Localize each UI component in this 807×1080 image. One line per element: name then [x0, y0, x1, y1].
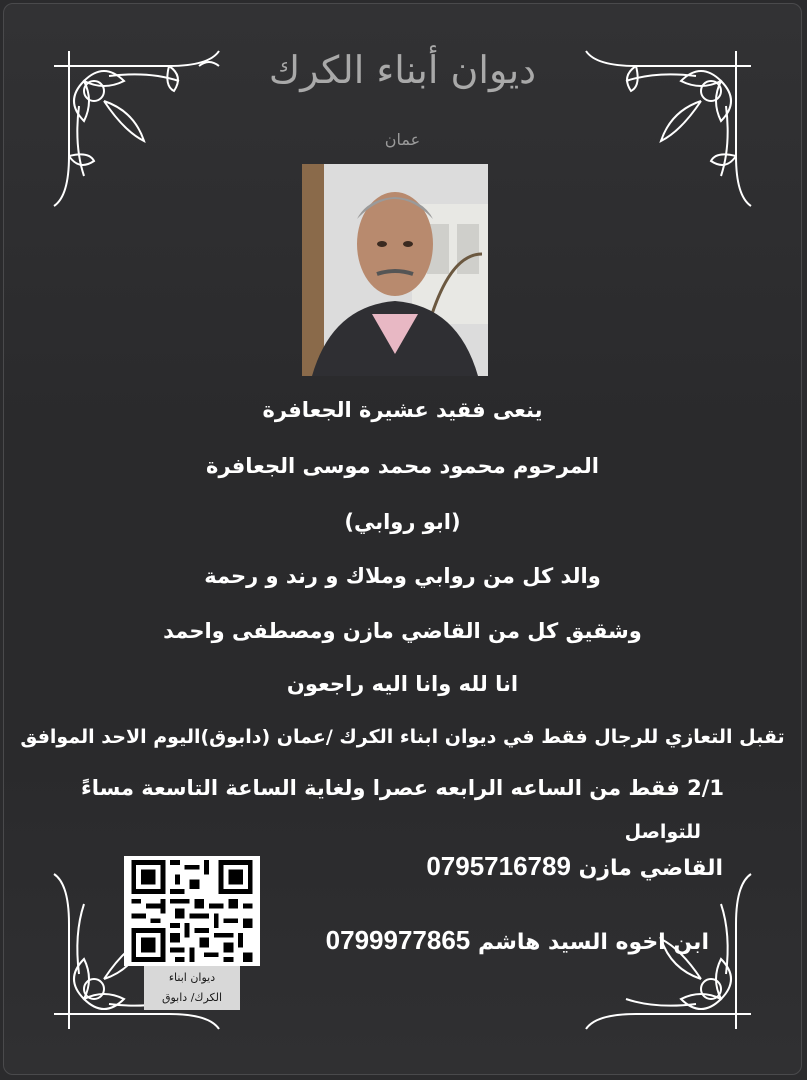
deceased-name: المرحوم محمود محمد موسى الجعافرة [206, 454, 599, 478]
contact-person-2-label: ابن اخوه السيد هاشم [477, 930, 709, 955]
qr-caption-line-2: الكرك/ دابوق [161, 991, 223, 1004]
contact-person-1 [426, 851, 723, 882]
contact-person-2 [326, 925, 709, 956]
diwan-logo: ديوان أبناء الكرك [268, 48, 537, 92]
deceased-photo [302, 164, 488, 376]
city-label: عمان [384, 130, 421, 149]
condolence-card [3, 3, 802, 1075]
deceased-nickname: (ابو روابي) [344, 510, 461, 534]
children-line: والد كل من روابي وملاك و رند و رحمة [204, 564, 601, 588]
prayer-line: انا لله وانا اليه راجعون [286, 672, 519, 696]
qr-caption-line-1: ديوان ابناء [168, 971, 216, 984]
condolence-venue-line: تقبل التعازي للرجال فقط في ديوان ابناء الكرك /عمان (دابوق)اليوم الاحد الموافق [20, 726, 785, 748]
announcement-line-1: ينعى فقيد عشيرة الجعافرة [262, 398, 543, 422]
contact-person-2-phone[interactable]: 0799977865 [325, 925, 471, 955]
qr-code[interactable] [124, 856, 260, 966]
qr-caption [144, 966, 240, 1010]
siblings-line: وشقيق كل من القاضي مازن ومصطفى واحمد [163, 619, 642, 643]
contact-title: للتواصل [624, 821, 701, 843]
contact-person-1-label: القاضي مازن [578, 856, 723, 881]
contact-person-1-phone[interactable]: 0795716789 [426, 851, 571, 881]
condolence-time-line: 2/1 فقط من الساعه الرابعه عصرا ولغاية الساعة التاسعة مساءً [81, 776, 724, 800]
